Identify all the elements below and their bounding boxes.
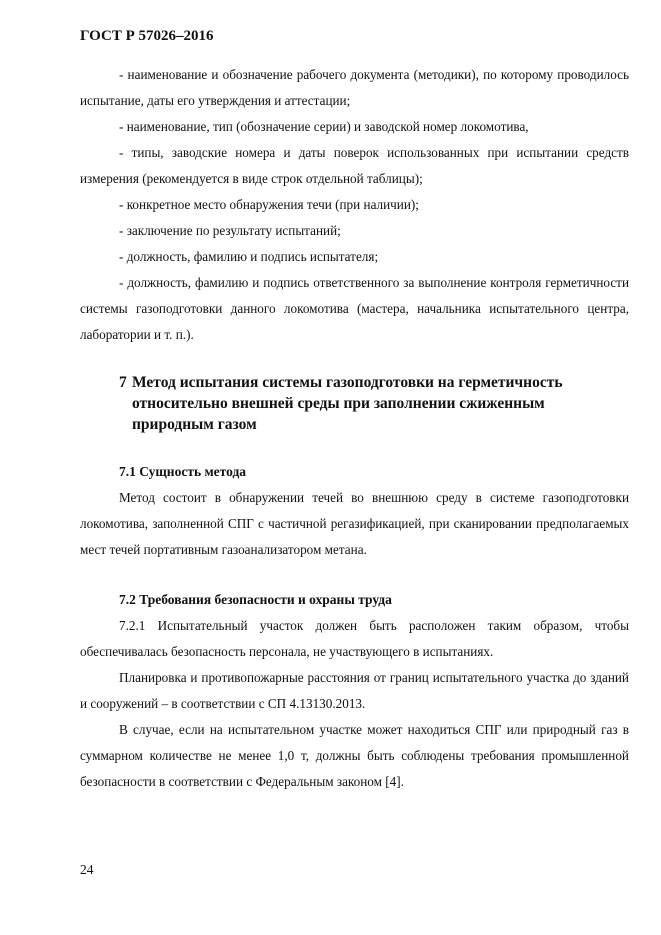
standard-header: ГОСТ Р 57026–2016: [80, 28, 214, 44]
list-item-document: - наименование и обозначение рабочего документа (методики), по которому проводилось испытание, даты его утверждения и аттестации;: [80, 67, 629, 108]
section-7-heading: [80, 372, 629, 435]
list-item-leak-location: - конкретное место обнаружения течи (при наличии);: [119, 197, 419, 212]
section-7-number: 7: [119, 374, 127, 391]
section-7-title: Метод испытания системы газоподготовки на герметичность относительно внешней среды при заполнении сжиженным природным газом: [132, 374, 563, 433]
list-item-instruments: - типы, заводские номера и даты поверок использованных при испытании средств измерения (рекомендуется в виде строк отдельной таблицы);: [80, 145, 629, 186]
list-item-responsible: - должность, фамилию и подпись ответственного за выполнение контроля герметичности системы газоподготовки данного локомотива (мастера, начальника испытательного центра, лаборатории и т. п.).: [80, 275, 629, 342]
section-7-2-paragraph: В случае, если на испытательном участке может находиться СПГ или природный газ в суммарном количестве не менее 1,0 т, должны быть соблюдены требования промышленной безопасности в соответствии с Федеральным законом [4].: [80, 722, 629, 789]
section-7-2-heading: 7.2 Требования безопасности и охраны труда: [119, 592, 392, 607]
document-body: [80, 62, 629, 795]
section-7-2-paragraph: Планировка и противопожарные расстояния от границ испытательного участка до зданий и сооружений – в соответствии с СП 4.13130.2013.: [80, 670, 629, 711]
section-7-1-paragraph: Метод состоит в обнаружении течей во внешнюю среду в системе газоподготовки локомотива, заполненной СПГ с частичной регазификацией, при сканировании предполагаемых мест течей портативным газоанализатором метана.: [80, 490, 629, 557]
section-7-2-paragraph: 7.2.1 Испытательный участок должен быть расположен таким образом, чтобы обеспечивалась безопасность персонала, не участвующего в испытаниях.: [80, 618, 629, 659]
section-7-1-heading: 7.1 Сущность метода: [119, 464, 247, 479]
list-item-tester: - должность, фамилию и подпись испытателя;: [119, 249, 379, 264]
list-item-conclusion: - заключение по результату испытаний;: [119, 223, 341, 238]
page-number: 24: [80, 862, 94, 877]
list-item-locomotive: - наименование, тип (обозначение серии) и заводской номер локомотива,: [119, 119, 529, 134]
